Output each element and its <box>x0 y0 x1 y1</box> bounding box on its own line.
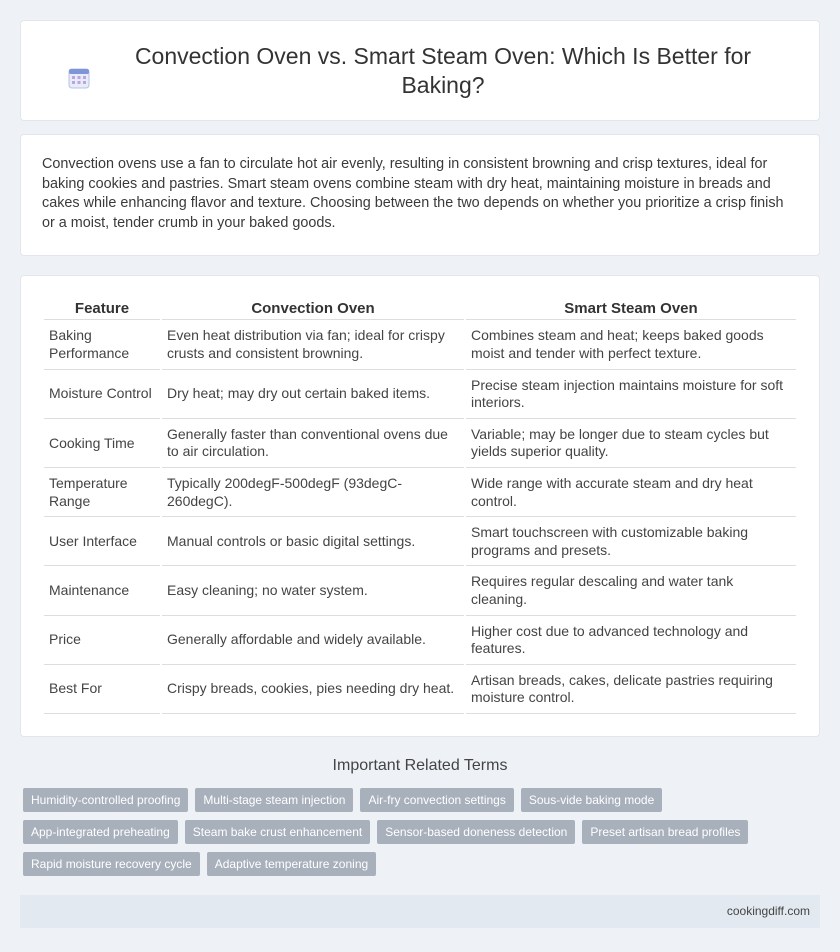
convection-cell: Typically 200degF-500degF (93degC-260degC). <box>162 468 464 517</box>
convection-cell: Generally faster than conventional ovens due to air circulation. <box>162 419 464 468</box>
steam-cell: Smart touchscreen with customizable baking programs and presets. <box>466 517 796 566</box>
related-tag[interactable]: Rapid moisture recovery cycle <box>23 852 200 876</box>
comparison-table <box>42 298 798 714</box>
related-terms-title: Important Related Terms <box>332 756 508 774</box>
feature-cell: Moisture Control <box>44 370 160 419</box>
table-row <box>44 566 796 615</box>
footer-site-link[interactable]: cookingdiff.com <box>726 904 810 919</box>
table-row <box>44 320 796 369</box>
table-row <box>44 616 796 665</box>
calendar-icon <box>67 66 91 90</box>
feature-cell: Price <box>44 616 160 665</box>
convection-cell: Crispy breads, cookies, pies needing dry heat. <box>162 665 464 714</box>
header-steam: Smart Steam Oven <box>466 298 796 320</box>
steam-cell: Precise steam injection maintains moisture for soft interiors. <box>466 370 796 419</box>
intro-text: Convection ovens use a fan to circulate hot air evenly, resulting in consistent browning and crisp textures, ideal for baking cookies and pastries. Smart steam ovens combine steam with dry heat, maintaining moisture in breads and cakes while enhancing flavor and texture. Choosing between the two depends on whether you prioritize a crisp finish or a moist, tender crumb in your baked goods. <box>42 156 784 231</box>
footer <box>20 895 820 928</box>
table-header-row <box>44 298 796 320</box>
feature-cell: Temperature Range <box>44 468 160 517</box>
convection-cell: Easy cleaning; no water system. <box>162 566 464 615</box>
related-tag[interactable]: Adaptive temperature zoning <box>207 852 376 876</box>
comparison-card <box>20 275 820 737</box>
feature-cell: Maintenance <box>44 566 160 615</box>
convection-cell: Even heat distribution via fan; ideal for crispy crusts and consistent browning. <box>162 320 464 369</box>
convection-cell: Manual controls or basic digital settings. <box>162 517 464 566</box>
table-row <box>44 419 796 468</box>
related-tag[interactable]: Preset artisan bread profiles <box>582 820 748 844</box>
related-terms-tags <box>23 788 820 884</box>
steam-cell: Artisan breads, cakes, delicate pastries requiring moisture control. <box>466 665 796 714</box>
related-tag[interactable]: Sous-vide baking mode <box>521 788 662 812</box>
steam-cell: Variable; may be longer due to steam cycles but yields superior quality. <box>466 419 796 468</box>
table-row <box>44 370 796 419</box>
steam-cell: Higher cost due to advanced technology and features. <box>466 616 796 665</box>
table-row <box>44 665 796 714</box>
related-tag[interactable]: Humidity-controlled proofing <box>23 788 188 812</box>
feature-cell: Cooking Time <box>44 419 160 468</box>
related-tag[interactable]: Air-fry convection settings <box>360 788 513 812</box>
header-convection: Convection Oven <box>162 298 464 320</box>
intro-card <box>20 134 820 256</box>
convection-cell: Dry heat; may dry out certain baked items. <box>162 370 464 419</box>
table-row <box>44 468 796 517</box>
related-tag[interactable]: Multi-stage steam injection <box>195 788 353 812</box>
table-row <box>44 517 796 566</box>
related-tag[interactable]: App-integrated preheating <box>23 820 178 844</box>
convection-cell: Generally affordable and widely available. <box>162 616 464 665</box>
related-tag[interactable]: Steam bake crust enhancement <box>185 820 370 844</box>
feature-cell: Baking Performance <box>44 320 160 369</box>
page-title: Convection Oven vs. Smart Steam Oven: Which Is Better for Baking? <box>134 42 752 98</box>
title-wrap <box>67 42 773 100</box>
feature-cell: User Interface <box>44 517 160 566</box>
steam-cell: Wide range with accurate steam and dry heat control. <box>466 468 796 517</box>
header-feature: Feature <box>44 298 160 320</box>
title-card <box>20 20 820 121</box>
related-tag[interactable]: Sensor-based doneness detection <box>377 820 575 844</box>
steam-cell: Combines steam and heat; keeps baked goods moist and tender with perfect texture. <box>466 320 796 369</box>
feature-cell: Best For <box>44 665 160 714</box>
steam-cell: Requires regular descaling and water tank cleaning. <box>466 566 796 615</box>
